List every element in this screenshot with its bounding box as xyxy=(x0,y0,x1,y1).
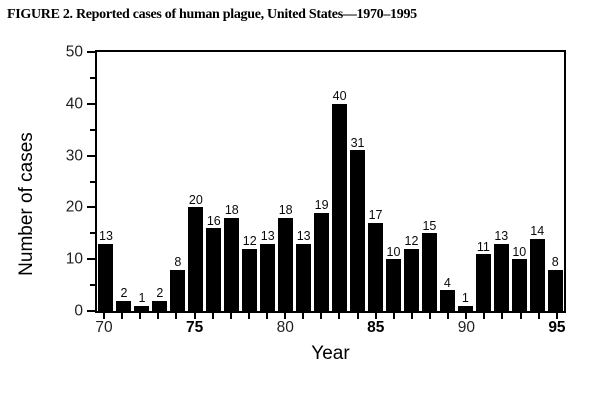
x-tick-slot xyxy=(294,313,312,319)
bar-slot xyxy=(187,194,205,311)
y-axis-tick-labels xyxy=(0,43,83,320)
bar-slot xyxy=(223,204,241,311)
x-tick-mark xyxy=(139,313,141,319)
bar-value-label: 17 xyxy=(368,208,383,223)
y-axis-ticks xyxy=(86,50,95,313)
x-tick-slot xyxy=(403,313,421,319)
bar-1989 xyxy=(440,290,455,311)
bar-1991 xyxy=(476,254,491,311)
bar-slot xyxy=(420,220,438,311)
bar-1986 xyxy=(386,259,401,311)
bar-1980 xyxy=(278,218,293,311)
x-tick-slot xyxy=(167,313,185,319)
x-tick-mark xyxy=(393,313,395,319)
bar-slot xyxy=(331,90,349,311)
bar-slot xyxy=(492,230,510,311)
x-tick-mark xyxy=(429,313,431,319)
x-tick-mark xyxy=(411,313,413,319)
bar-1972 xyxy=(134,306,149,311)
bar-slot xyxy=(313,199,331,311)
bar-1979 xyxy=(260,244,275,311)
bar-slot xyxy=(385,246,403,311)
y-tick-label: 50 xyxy=(65,43,83,61)
bar-value-label: 13 xyxy=(494,229,509,244)
x-tick-label: 80 xyxy=(276,319,294,336)
x-tick-mark xyxy=(501,313,503,319)
bar-value-label: 2 xyxy=(156,286,164,301)
bar-1988 xyxy=(422,233,437,311)
x-tick-slot xyxy=(330,313,348,319)
bar-slot xyxy=(295,230,313,311)
x-tick-label: 70 xyxy=(95,319,113,336)
x-tick-slot xyxy=(475,313,493,319)
bar-value-label: 13 xyxy=(99,229,113,244)
x-tick-mark xyxy=(357,313,359,319)
x-tick-mark xyxy=(538,313,540,319)
y-major-tick xyxy=(87,103,95,105)
y-tick-label: 40 xyxy=(65,95,83,113)
x-tick-slot xyxy=(131,313,149,319)
bar-slot xyxy=(277,204,295,311)
figure-title: FIGURE 2. Reported cases of human plague, United States—1970–1995 xyxy=(7,7,417,22)
x-tick-mark xyxy=(248,313,250,319)
bar-value-label: 1 xyxy=(138,291,146,306)
y-tick-label: 30 xyxy=(65,146,83,164)
bar-1974 xyxy=(170,270,185,311)
x-tick-slot xyxy=(149,313,167,319)
bar-value-label: 1 xyxy=(461,291,469,306)
bar-slot xyxy=(367,209,385,311)
y-tick-label: 20 xyxy=(65,198,83,216)
bar-slot xyxy=(528,225,546,311)
bar-1976 xyxy=(206,228,221,311)
bar-value-label: 10 xyxy=(512,244,527,259)
bar-slot xyxy=(151,287,169,311)
x-tick-slot xyxy=(222,313,240,319)
bar-value-label: 19 xyxy=(314,198,329,213)
y-major-tick xyxy=(87,258,95,260)
x-tick-label: 95 xyxy=(548,319,566,336)
x-tick-slot xyxy=(493,313,511,319)
bar-slot xyxy=(546,256,564,311)
bar-slot xyxy=(115,287,133,311)
bar-1990 xyxy=(458,306,473,311)
bar-slot xyxy=(169,256,187,311)
x-axis-title: Year xyxy=(311,343,350,364)
plot-area xyxy=(95,50,566,313)
bar-value-label: 14 xyxy=(530,224,545,238)
x-tick-slot xyxy=(512,313,530,319)
x-tick-slot xyxy=(530,313,548,319)
bar-value-label: 11 xyxy=(476,239,490,254)
x-tick-mark xyxy=(338,313,340,319)
bar-slot xyxy=(474,241,492,312)
bar-value-label: 40 xyxy=(332,89,347,104)
bar-slot xyxy=(241,235,259,311)
bar-slot xyxy=(402,235,420,311)
x-tick-slot xyxy=(385,313,403,319)
bar-slot xyxy=(349,137,367,311)
x-tick-label: 75 xyxy=(186,319,204,336)
x-axis-tick-labels xyxy=(95,320,566,338)
x-tick-mark xyxy=(157,313,159,319)
x-tick-slot xyxy=(421,313,439,319)
x-tick-slot xyxy=(240,313,258,319)
bar-value-label: 12 xyxy=(404,234,419,249)
bar-1973 xyxy=(152,301,167,311)
bar-slot xyxy=(510,246,528,311)
bar-1993 xyxy=(512,259,527,311)
bar-value-label: 8 xyxy=(551,255,559,270)
bar-value-label: 8 xyxy=(174,255,182,270)
x-tick-slot xyxy=(312,313,330,319)
x-tick-mark xyxy=(212,313,214,319)
bar-1994 xyxy=(530,239,545,312)
bar-value-label: 4 xyxy=(443,275,451,290)
bar-1977 xyxy=(224,218,239,311)
x-tick-mark xyxy=(121,313,123,319)
y-tick-label: 10 xyxy=(65,250,83,268)
bar-value-label: 2 xyxy=(120,286,128,301)
bar-value-label: 31 xyxy=(350,135,365,150)
bar-1978 xyxy=(242,249,257,311)
bar-1995 xyxy=(548,270,563,311)
x-tick-mark xyxy=(447,313,449,319)
y-major-tick xyxy=(87,51,95,53)
x-tick-slot xyxy=(349,313,367,319)
x-tick-mark xyxy=(175,313,177,319)
x-tick-slot xyxy=(113,313,131,319)
bar-slot xyxy=(97,230,115,311)
bar-slot xyxy=(205,215,223,311)
y-axis-title: Number of cases xyxy=(16,132,37,276)
bar-slot xyxy=(456,292,474,311)
x-axis-ticks xyxy=(95,313,566,319)
y-major-tick xyxy=(87,155,95,157)
bar-value-label: 20 xyxy=(188,192,203,207)
bar-slot xyxy=(133,292,151,311)
bar-1971 xyxy=(116,301,131,311)
bar-1970 xyxy=(98,244,113,311)
bar-value-label: 18 xyxy=(224,203,239,218)
x-tick-slot xyxy=(258,313,276,319)
x-tick-label: 90 xyxy=(457,319,475,336)
bar-1983 xyxy=(332,104,347,311)
y-major-tick xyxy=(87,206,95,208)
x-tick-slot xyxy=(204,313,222,319)
bar-1985 xyxy=(368,223,383,311)
bars-container xyxy=(97,52,564,311)
bar-value-label: 15 xyxy=(422,218,437,233)
bar-value-label: 10 xyxy=(386,244,401,259)
bar-slot xyxy=(438,277,456,311)
x-tick-mark xyxy=(320,313,322,319)
bar-value-label: 12 xyxy=(242,234,257,249)
bar-slot xyxy=(259,230,277,311)
bar-1992 xyxy=(494,244,509,311)
bar-value-label: 18 xyxy=(278,203,293,218)
bar-value-label: 16 xyxy=(206,213,221,228)
x-tick-slot xyxy=(439,313,457,319)
bar-1981 xyxy=(296,244,311,311)
bar-1975 xyxy=(188,207,203,311)
y-tick-label: 0 xyxy=(74,302,83,320)
bar-value-label: 13 xyxy=(296,229,311,244)
x-tick-mark xyxy=(520,313,522,319)
x-tick-mark xyxy=(266,313,268,319)
bar-1984 xyxy=(350,150,365,311)
x-tick-mark xyxy=(302,313,304,319)
x-tick-mark xyxy=(483,313,485,319)
x-tick-label: 85 xyxy=(367,319,385,336)
bar-value-label: 13 xyxy=(260,229,275,244)
bar-1982 xyxy=(314,213,329,311)
x-tick-mark xyxy=(230,313,232,319)
y-major-tick xyxy=(87,310,95,312)
bar-1987 xyxy=(404,249,419,311)
